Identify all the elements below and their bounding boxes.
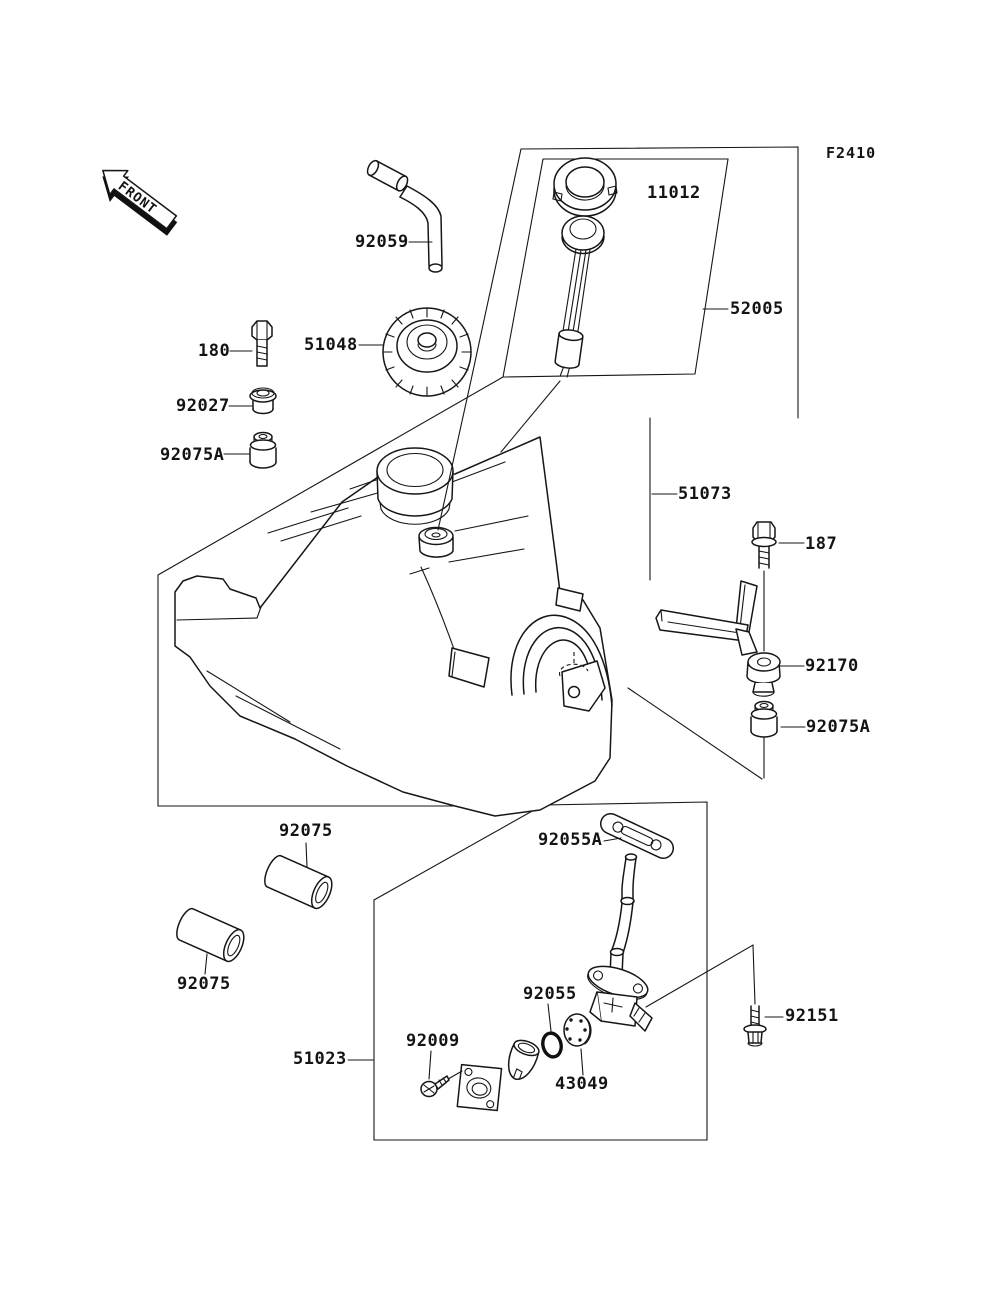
label-92059: 92059 [355, 232, 409, 252]
label-92055: 92055 [523, 984, 577, 1004]
grommet-92027-drawing [250, 388, 276, 414]
tap-gasket-drawing [597, 810, 676, 861]
bolt-180-drawing [252, 321, 272, 366]
fuel-tank-drawing [175, 437, 612, 816]
label-51048: 51048 [304, 335, 358, 355]
label-92075-lower: 92075 [177, 974, 231, 994]
o-ring-drawing [540, 1031, 563, 1059]
label-92075-upper: 92075 [279, 821, 333, 841]
label-92055A: 92055A [538, 830, 603, 850]
diagram-code: F2410 [826, 144, 877, 162]
standpipe-drawing [611, 854, 637, 953]
label-92027: 92027 [176, 396, 230, 416]
front-arrow [91, 159, 184, 241]
bracket-92170-drawing [656, 581, 780, 696]
front-arrow-label: FRONT [115, 178, 160, 218]
label-52005: 52005 [730, 299, 784, 319]
sleeve-upper-drawing [261, 853, 336, 911]
vacuum-disc-drawing [564, 1014, 591, 1046]
label-92009: 92009 [406, 1031, 460, 1051]
tank-cap-drawing [383, 308, 471, 396]
label-92075A-left: 92075A [160, 445, 225, 465]
label-92170: 92170 [805, 656, 859, 676]
label-43049: 43049 [555, 1074, 609, 1094]
label-187: 187 [805, 534, 838, 554]
vent-hose-drawing [365, 159, 442, 272]
damper-right-leaders [628, 688, 764, 779]
damper-left-drawing [250, 433, 276, 469]
tap-plate-drawing [454, 1062, 504, 1114]
damper-right-drawing [751, 702, 777, 738]
strainer-cup-drawing [503, 1037, 542, 1083]
label-51023: 51023 [293, 1049, 347, 1069]
bolt-92151-drawing [744, 1006, 766, 1046]
label-11012: 11012 [647, 183, 701, 203]
fuel-gauge-drawing [501, 158, 617, 452]
petcock-drawing [584, 949, 652, 1032]
sleeve-lower-drawing [173, 906, 248, 964]
label-180: 180 [198, 341, 231, 361]
screw-92009-drawing [421, 1071, 462, 1097]
label-92075A-right: 92075A [806, 717, 871, 737]
label-92151: 92151 [785, 1006, 839, 1026]
label-51073: 51073 [678, 484, 732, 504]
